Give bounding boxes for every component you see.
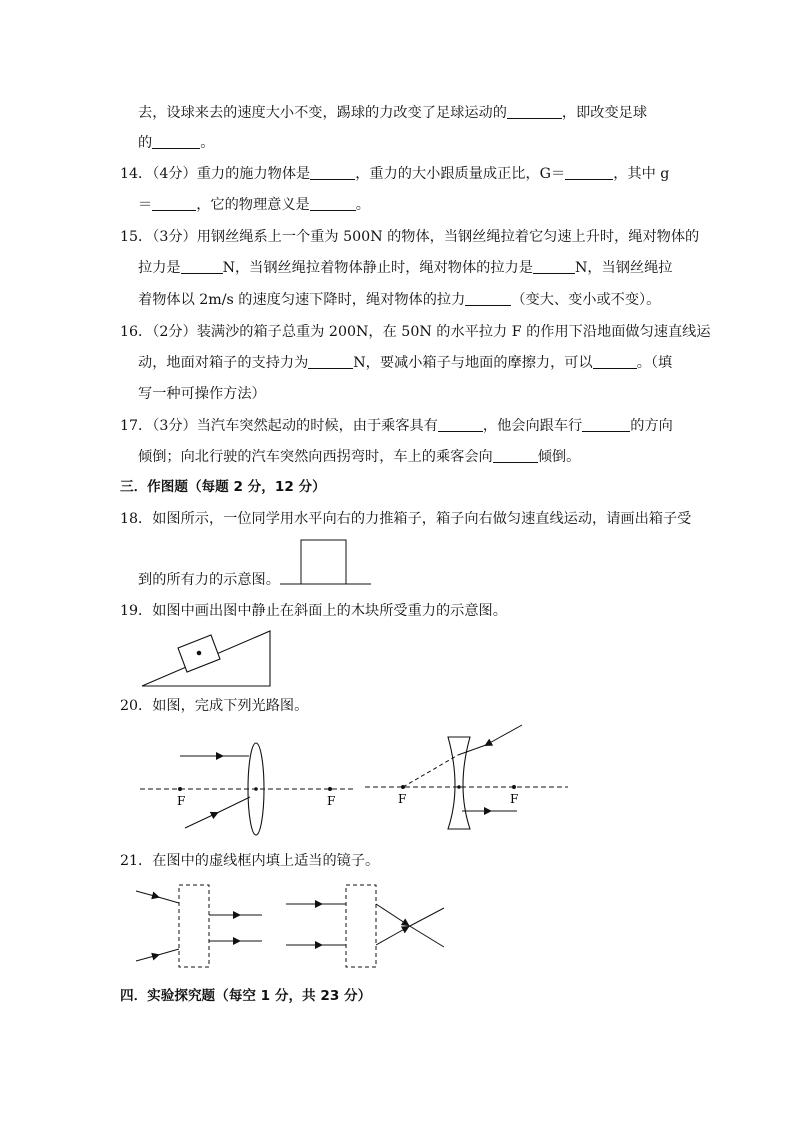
incident-ray — [185, 813, 217, 828]
q18-box-figure — [280, 538, 372, 588]
q17-line1: 17．（3分）当汽车突然起动的时候，由于乘客具有 ，他会向跟车行 的方向 — [120, 418, 673, 434]
focus-dot — [512, 785, 516, 789]
emergent-ray — [376, 927, 408, 945]
q15-line3: 着物体以 2m/s 的速度匀速下降时，绳对物体的拉力 （变大、变小或不变）。 — [138, 292, 661, 308]
focus-label: F — [177, 794, 186, 808]
answer-blank[interactable] — [310, 165, 355, 180]
answer-blank[interactable] — [507, 104, 562, 119]
q21-mirror-figure — [136, 883, 448, 969]
q16-line3: 写一种可操作方法） — [138, 386, 266, 402]
q20-light-path-figure — [140, 735, 572, 835]
answer-blank[interactable] — [181, 259, 223, 274]
q15-line1: 15．（3分）用钢丝绳系上一个重为 500N 的物体，当钢丝绳拉着它匀速上升时，绳对物体的 — [120, 229, 700, 245]
q13-line1: 去，设球来去的速度大小不变，踢球的力改变了足球运动的 ，即改变足球 — [138, 105, 648, 121]
answer-blank[interactable] — [152, 196, 196, 211]
incident-ray — [136, 891, 158, 897]
section-3-heading: 三．作图题（每题 2 分，12 分） — [120, 479, 326, 495]
q19-line1: 19．如图中画出图中静止在斜面上的木块所受重力的示意图。 — [120, 603, 507, 619]
optical-center-dot — [457, 785, 461, 789]
emergent-ray — [408, 925, 444, 947]
q21-line1: 21．在图中的虚线框内填上适当的镜子。 — [120, 853, 380, 869]
q16-line1: 16．（2分）装满沙的箱子总重为 200N，在 50N 的水平拉力 F 的作用下沿地面做匀速直线运 — [120, 324, 711, 340]
emergent-ray — [376, 904, 408, 925]
q18-line1: 18．如图所示，一位同学用水平向右的力推箱子，箱子向右做匀速直线运动，请画出箱子受 — [120, 511, 692, 527]
q19-incline-figure — [140, 628, 274, 690]
concave-lens — [448, 737, 470, 829]
answer-blank[interactable] — [533, 259, 575, 274]
answer-blank[interactable] — [438, 417, 483, 432]
focus-dot — [178, 787, 182, 791]
q17-line2: 倾倒；向北行驶的汽车突然向西拐弯时，车上的乘客会向 倾倒。 — [138, 449, 581, 465]
block-center-dot — [197, 651, 202, 656]
dashed-box[interactable] — [179, 885, 209, 967]
optical-center-dot — [254, 787, 258, 791]
answer-blank[interactable] — [308, 354, 353, 369]
focus-label: F — [510, 792, 519, 806]
q20-line1: 20．如图，完成下列光路图。 — [120, 698, 309, 714]
extension-line — [403, 755, 458, 787]
answer-blank[interactable] — [493, 448, 538, 463]
q15-line2: 拉力是 N，当钢丝绳拉着物体静止时，绳对物体的拉力是 N，当钢丝绳拉 — [138, 260, 673, 276]
answer-blank[interactable] — [152, 134, 200, 149]
answer-blank[interactable] — [565, 165, 613, 180]
answer-blank[interactable] — [582, 417, 630, 432]
emergent-ray — [408, 908, 444, 927]
q14-line1: 14．（4分）重力的施力物体是 ，重力的大小跟质量成正比，G＝ ，其中 g — [120, 166, 670, 182]
focus-dot — [328, 787, 332, 791]
dashed-box[interactable] — [346, 885, 376, 967]
q16-line2: 动，地面对箱子的支持力为 N，要减小箱子与地面的摩擦力，可以 。（填 — [138, 355, 673, 371]
answer-blank[interactable] — [310, 196, 356, 211]
focus-label: F — [398, 792, 407, 806]
q13-line2: 的 。 — [138, 135, 215, 151]
answer-blank[interactable] — [465, 291, 511, 306]
incident-ray — [486, 725, 522, 745]
box-shape — [301, 540, 346, 584]
q14-line2: ＝ ，它的物理意义是 。 — [138, 197, 370, 213]
incident-ray — [136, 955, 158, 961]
incident-ray — [217, 797, 250, 813]
incident-ray — [158, 897, 179, 903]
q18-line2: 到的所有力的示意图。 — [138, 572, 280, 588]
incident-ray — [158, 949, 179, 955]
focus-label: F — [327, 794, 336, 808]
section-4-heading: 四．实验探究题（每空 1 分，共 23 分） — [120, 988, 372, 1004]
incident-ray — [458, 745, 486, 755]
answer-blank[interactable] — [593, 354, 637, 369]
